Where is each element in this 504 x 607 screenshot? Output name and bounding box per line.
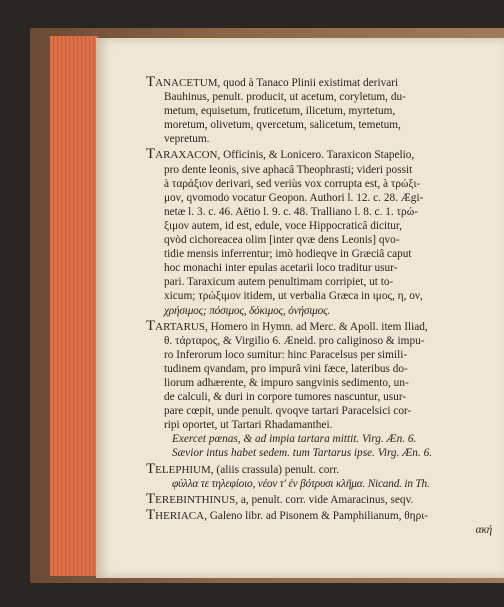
page-edges — [50, 36, 98, 576]
entry-line: Bauhinus, penult. producit, ut acetum, coryletum, du- — [164, 91, 406, 104]
entry-line: liorum adhærente, & impuro sangvinis sedimento, un- — [164, 376, 409, 389]
entry-line: netæ l. 3. c. 46. Aëtio l. 9. c. 48. Tralliano l. 8. c. 1. τρώ- — [164, 205, 418, 218]
entry-tartarus — [146, 319, 492, 461]
entry-line: pro dente leonis, sive aphacâ Theophrasti; videri possit — [164, 163, 413, 176]
headword: Terebinthinus — [146, 491, 236, 507]
entry-line: vepretum. — [164, 133, 210, 146]
entry-line: de calculi, & duri in corpore tumores nascuntur, usur- — [164, 391, 407, 404]
page-text — [146, 75, 492, 538]
entry-line: xicum; τρώξιμον itidem, ut verbalia Græca in ιμος, η, ον, — [164, 290, 423, 303]
entry-line: moretum, olivetum, qvercetum, salicetum, temetum, — [164, 119, 401, 132]
entry-line: , quod à Tanaco Plinii existimat derivari — [217, 77, 399, 89]
entry-line: hoc monachi inter epulas acetarii loco traditur usur- — [164, 262, 398, 275]
entry-line: θ. τάρταρος, & Virgilio 6. Æneid. pro caliginoso & impu- — [164, 334, 425, 347]
headword: Theriaca — [146, 507, 205, 523]
headword: Tanacetum — [146, 75, 218, 90]
entry-line: φύλλα τε τηλεφίοιο, νέον τ' ἐν βότρυσι κλῆμα. Nicand. in Th. — [172, 477, 430, 490]
entry-line: pari. Taraxicum autem penultimam corripiet, ut to- — [164, 276, 394, 289]
entry-theriaca — [146, 508, 492, 537]
entry-line: , Officinis, & Lonicero. Taraxicon Stapelio, — [217, 149, 415, 162]
entry-line: μον, qvomodo vocatur Geopon. Authori l. 12. c. 28. Ægi- — [164, 191, 424, 204]
entry-line: tidie mensis inferrentur; imò hodieqve in Græciâ caput — [164, 248, 412, 261]
entry-taraxacon — [146, 147, 492, 317]
verse-quote: Exercet pœnas, & ad impia tartara mittit. Virg. Æn. 6. — [172, 433, 417, 446]
entry-telephium — [146, 462, 492, 491]
entry-line: metum, equisetum, fruticetum, ilicetum, myrtetum, — [164, 105, 396, 118]
headword: Taraxacon — [146, 147, 218, 163]
entry-line: , Galeno libr. ad Pisonem & Pamphilianum, θηρι- — [204, 509, 429, 522]
entry-line: pare cœpit, unde penult. qvoqve tartari Paracelsici cor- — [164, 405, 412, 418]
entry-line: ξιμον autem, id est, edule, voce Hippocraticâ dicitur, — [164, 219, 403, 232]
entry-line: ripi oportet, ut Tartari Rhadamanthei. — [164, 419, 333, 432]
entry-line: , (aliis crassula) penult. corr. — [210, 463, 340, 476]
entry-line: ακή — [475, 523, 492, 536]
entry-line: qvòd cichoreacea olim [inter qvæ dens Leonis] qvo- — [164, 234, 400, 247]
entry-line: , Homero in Hymn. ad Merc. & Apoll. item Iliad, — [204, 320, 428, 333]
entry-line: , a, penult. corr. vide Amaracinus, seqv. — [235, 493, 414, 506]
entry-line: tudinem qvandam, pro impurâ vini fæce, lateribus do- — [164, 362, 408, 375]
entry-tanacetum — [146, 75, 492, 146]
entry-line: χρήσιμος; πόσιμος, δόκιμος, ὀνήσιμος. — [164, 304, 331, 317]
entry-line: à ταράξιον derivari, sed veriùs vox corrupta est, à τρώξι- — [164, 177, 421, 190]
entry-terebinthinus — [146, 492, 492, 507]
headword: Telephium — [146, 461, 211, 477]
entry-line: ro Inferorum loco sumitur: hinc Paracelsus per simili- — [164, 348, 408, 361]
headword: Tartarus — [146, 318, 205, 334]
verse-quote: Sævior intus habet sedem. tum Tartarus ipse. Virg. Æn. 6. — [172, 447, 433, 460]
